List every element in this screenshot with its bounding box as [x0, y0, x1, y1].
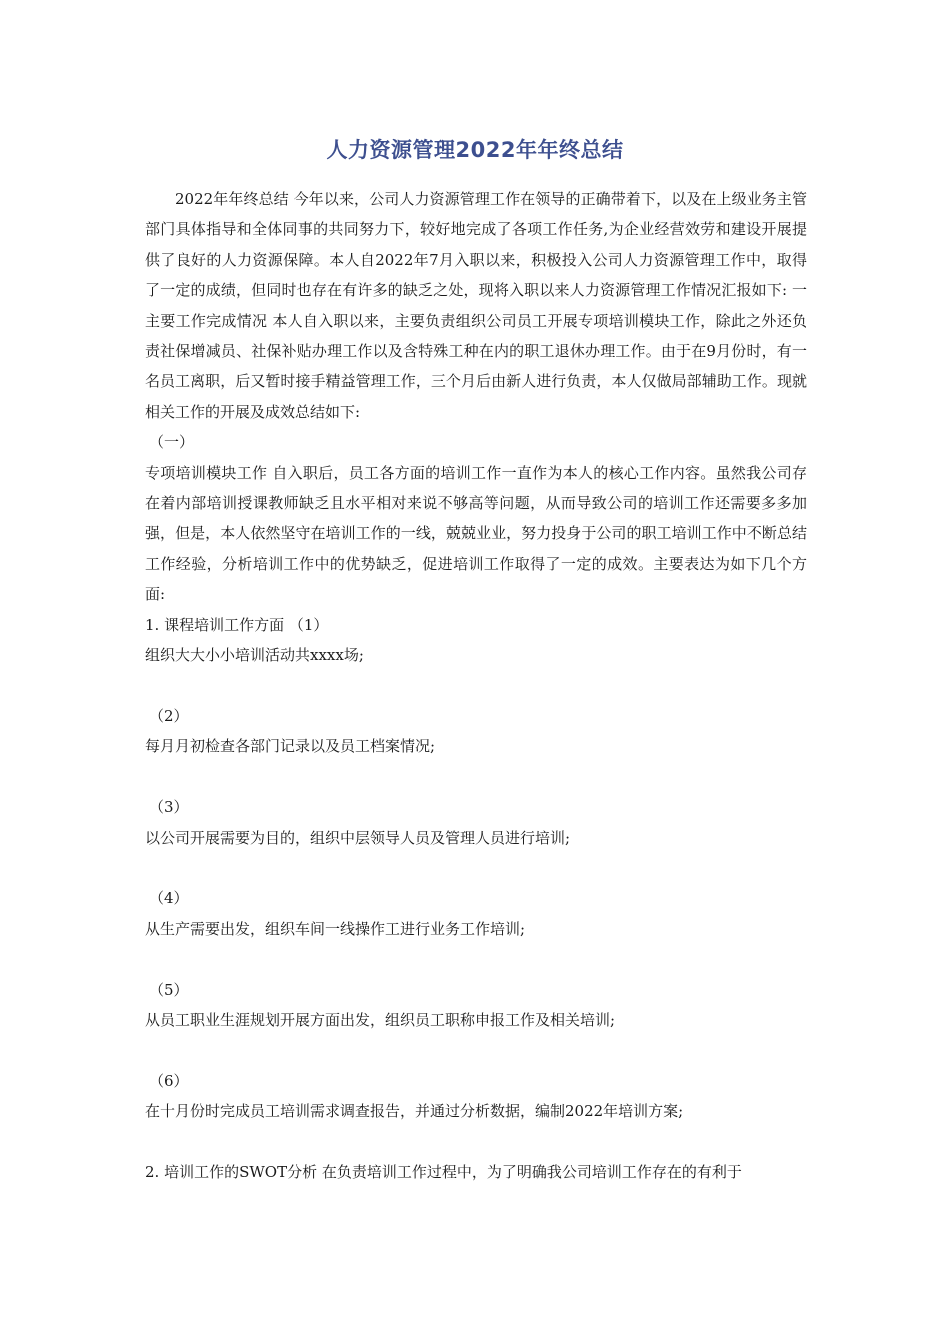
- item3-label: （3）: [149, 798, 189, 817]
- spacer: [145, 762, 807, 792]
- item1-text: 组织大大小小培训活动共xxxx场;: [145, 646, 364, 665]
- item4-label: （4）: [149, 889, 189, 908]
- item7-text: 2. 培训工作的SWOT分析 在负责培训工作过程中，为了明确我公司培训工作存在的有利于: [145, 1162, 742, 1181]
- spacer: [145, 1127, 807, 1157]
- item2-label: （2）: [149, 706, 189, 725]
- item5-text: 从员工职业生涯规划开展方面出发，组织员工职称申报工作及相关培训;: [145, 1010, 616, 1029]
- item6-text: 在十月份时完成员工培训需求调查报告，并通过分析数据，编制2022年培训方案;: [145, 1102, 684, 1121]
- item4-text: 从生产需要出发，组织车间一线操作工进行业务工作培训;: [145, 919, 526, 938]
- item3-text: 以公司开展需要为目的，组织中层领导人员及管理人员进行培训;: [145, 828, 571, 847]
- spacer: [145, 944, 807, 974]
- item2-text: 每月月初检查各部门记录以及员工档案情况;: [145, 737, 436, 756]
- item1-heading: 1. 课程培训工作方面 （1）: [145, 615, 329, 634]
- section-one-paragraph: 专项培训模块工作 自入职后，员工各方面的培训工作一直作为本人的核心工作内容。虽然我公司存在着内部培训授课教师缺乏且水平相对来说不够高等问题，从而导致公司的培训工作还需要多多加强，但是，本人依然坚守在培训工作的一线，兢兢业业，努力投身于公司的职工培训工作中不断总结工作经验，分析培训工作中的优势缺乏，促进培训工作取得了一定的成效。主要表达为如下几个方面:: [145, 463, 807, 604]
- document-body: [145, 184, 807, 1187]
- item5-label: （5）: [149, 980, 189, 999]
- section-one-label: （一）: [149, 433, 195, 452]
- spacer: [145, 671, 807, 701]
- spacer: [145, 853, 807, 883]
- document-title: 人力资源管理2022年年终总结: [326, 138, 624, 162]
- item6-label: （6）: [149, 1071, 189, 1090]
- spacer: [145, 1035, 807, 1065]
- intro-paragraph: 2022年年终总结 今年以来，公司人力资源管理工作在领导的正确带着下，以及在上级业务主管部门具体指导和全体同事的共同努力下，较好地完成了各项工作任务,为企业经营效劳和建设开展提供了良好的人力资源保障。本人自2022年7月入职以来，积极投入公司人力资源管理工作中，取得了一定的成绩，但同时也存在有许多的缺乏之处，现将入职以来人力资源管理工作情况汇报如下: 一 主要工作完成情况 本人自入职以来，主要负责组织公司员工开展专项培训模块工作，除此之外还负责社保增减员、社保补贴办理工作以及含特殊工种在内的职工退休办理工作。由于在9月份时，有一名员工离职，后又暂时接手精益管理工作，三个月后由新人进行负责，本人仅做局部辅助工作。现就相关工作的开展及成效总结如下:: [145, 190, 807, 421]
